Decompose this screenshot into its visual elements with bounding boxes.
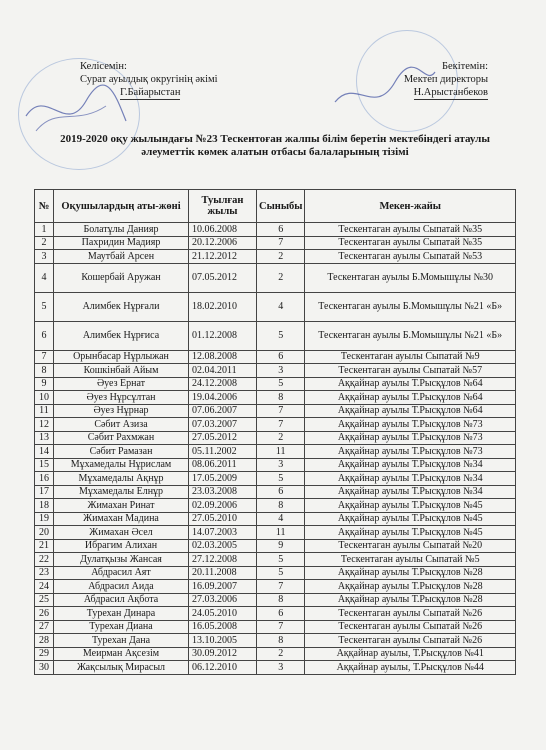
birth-date: 02.03.2005 [189, 539, 257, 553]
row-number: 17 [35, 485, 54, 499]
table-row [35, 391, 516, 405]
student-name: Ибрагим Алихан [54, 539, 189, 553]
header-name: Оқушылардың аты-жөні [54, 190, 189, 223]
grade: 8 [257, 593, 305, 607]
student-name: Абдрасил Аят [54, 566, 189, 580]
table-row [35, 458, 516, 472]
row-number: 1 [35, 223, 54, 237]
approval-right [356, 60, 488, 100]
grade: 5 [257, 553, 305, 567]
grade: 7 [257, 620, 305, 634]
address: Аққайнар ауылы, Т.Рысқұлов №41 [305, 647, 516, 661]
student-name: Алимбек Нұрғиса [54, 321, 189, 350]
address: Аққайнар ауылы Т.Рысқұлов №28 [305, 566, 516, 580]
address: Аққайнар ауылы Т.Рысқұлов №64 [305, 377, 516, 391]
address: Аққайнар ауылы Т.Рысқұлов №64 [305, 391, 516, 405]
grade: 6 [257, 607, 305, 621]
row-number: 5 [35, 292, 54, 321]
birth-date: 27.12.2008 [189, 553, 257, 567]
student-name: Абдрасил Аида [54, 580, 189, 594]
grade: 8 [257, 499, 305, 513]
table-header-row [35, 190, 516, 223]
table-row [35, 321, 516, 350]
grade: 2 [257, 647, 305, 661]
address: Тескентаган ауылы Сыпатай №26 [305, 607, 516, 621]
approval-left [80, 60, 218, 100]
address: Тескентаган ауылы Сыпатай №53 [305, 250, 516, 264]
address: Тескентаган ауылы Сыпатай №26 [305, 634, 516, 648]
address: Тескентаган ауылы Б.Момышұлы №21 «Б» [305, 292, 516, 321]
table-row [35, 553, 516, 567]
address: Аққайнар ауылы Т.Рысқұлов №45 [305, 512, 516, 526]
grade: 7 [257, 404, 305, 418]
table-row [35, 223, 516, 237]
student-name: Сәбит Рахмжан [54, 431, 189, 445]
student-name: Дулатқызы Жансая [54, 553, 189, 567]
birth-date: 20.11.2008 [189, 566, 257, 580]
student-name: Алимбек Нұрғали [54, 292, 189, 321]
row-number: 19 [35, 512, 54, 526]
row-number: 12 [35, 418, 54, 432]
address: Аққайнар ауылы Т.Рысқұлов №34 [305, 458, 516, 472]
birth-date: 21.12.2012 [189, 250, 257, 264]
table-row [35, 607, 516, 621]
grade: 3 [257, 661, 305, 675]
students-table [34, 189, 516, 675]
table-row [35, 404, 516, 418]
birth-date: 27.05.2012 [189, 431, 257, 445]
student-name: Меирман Ақсезім [54, 647, 189, 661]
table-row [35, 526, 516, 540]
student-name: Болатұлы Данияр [54, 223, 189, 237]
grade: 4 [257, 292, 305, 321]
birth-date: 02.04.2011 [189, 364, 257, 378]
address: Аққайнар ауылы Т.Рысқұлов №73 [305, 445, 516, 459]
student-name: Әуез Ернат [54, 377, 189, 391]
student-name: Мұхамедалы Ақнұр [54, 472, 189, 486]
table-row [35, 485, 516, 499]
address: Аққайнар ауылы Т.Рысқұлов №45 [305, 526, 516, 540]
birth-date: 23.03.2008 [189, 485, 257, 499]
grade: 2 [257, 263, 305, 292]
table-row [35, 377, 516, 391]
agreed-label: Келісемін: [80, 61, 127, 72]
table-row [35, 580, 516, 594]
grade: 11 [257, 526, 305, 540]
birth-date: 18.02.2010 [189, 292, 257, 321]
row-number: 30 [35, 661, 54, 675]
table-body [35, 223, 516, 675]
birth-date: 27.05.2010 [189, 512, 257, 526]
grade: 6 [257, 223, 305, 237]
row-number: 11 [35, 404, 54, 418]
table-row [35, 566, 516, 580]
birth-date: 07.03.2007 [189, 418, 257, 432]
birth-date: 06.12.2010 [189, 661, 257, 675]
row-number: 23 [35, 566, 54, 580]
row-number: 20 [35, 526, 54, 540]
birth-date: 19.04.2006 [189, 391, 257, 405]
table-row [35, 236, 516, 250]
right-position: Мектеп директоры [403, 74, 488, 85]
birth-date: 13.10.2005 [189, 634, 257, 648]
row-number: 29 [35, 647, 54, 661]
left-position: Сурат ауылдық округінің әкімі [80, 74, 218, 85]
table-row [35, 445, 516, 459]
student-name: Абдрасил Ақбота [54, 593, 189, 607]
table-row [35, 250, 516, 264]
right-signer: Н.Арыстанбеков [413, 87, 488, 98]
address: Аққайнар ауылы Т.Рысқұлов №28 [305, 580, 516, 594]
row-number: 27 [35, 620, 54, 634]
address: Аққайнар ауылы Т.Рысқұлов №64 [305, 404, 516, 418]
address: Аққайнар ауылы Т.Рысқұлов №28 [305, 593, 516, 607]
table-row [35, 539, 516, 553]
table-row [35, 472, 516, 486]
birth-date: 07.06.2007 [189, 404, 257, 418]
header-grade: Сыныбы [257, 190, 305, 223]
address: Тескентаган ауылы Б.Момышұлы №30 [305, 263, 516, 292]
row-number: 4 [35, 263, 54, 292]
birth-date: 01.12.2008 [189, 321, 257, 350]
document-title: 2019-2020 оқу жылындағы №23 Тескентоған жалпы білім беретін мектебіндегі атаулы әлеуметтік көмек алатын отбасы балаларының тізімі [60, 133, 490, 158]
row-number: 6 [35, 321, 54, 350]
approved-label: Бекітемін: [441, 61, 488, 72]
row-number: 7 [35, 350, 54, 364]
header-birth: Туылған жылы [189, 190, 257, 223]
student-name: Жимахан Мадина [54, 512, 189, 526]
student-name: Жимахан Әсел [54, 526, 189, 540]
row-number: 15 [35, 458, 54, 472]
address: Аққайнар ауылы Т.Рысқұлов №45 [305, 499, 516, 513]
grade: 2 [257, 431, 305, 445]
birth-date: 02.09.2006 [189, 499, 257, 513]
grade: 2 [257, 250, 305, 264]
row-number: 9 [35, 377, 54, 391]
table-row [35, 364, 516, 378]
address: Тескентаган ауылы Сыпатай №5 [305, 553, 516, 567]
table-row [35, 512, 516, 526]
row-number: 3 [35, 250, 54, 264]
row-number: 24 [35, 580, 54, 594]
grade: 6 [257, 350, 305, 364]
birth-date: 07.05.2012 [189, 263, 257, 292]
address: Аққайнар ауылы, Т.Рысқұлов №44 [305, 661, 516, 675]
address: Тескентаган ауылы Сыпатай №9 [305, 350, 516, 364]
student-name: Сәбит Рамазан [54, 445, 189, 459]
row-number: 8 [35, 364, 54, 378]
grade: 3 [257, 364, 305, 378]
student-name: Турехан Динара [54, 607, 189, 621]
birth-date: 16.05.2008 [189, 620, 257, 634]
table-row [35, 620, 516, 634]
birth-date: 08.06.2011 [189, 458, 257, 472]
table-row [35, 634, 516, 648]
birth-date: 05.11.2002 [189, 445, 257, 459]
student-name: Турехан Диана [54, 620, 189, 634]
birth-date: 30.09.2012 [189, 647, 257, 661]
address: Тескентаган ауылы Сыпатай №20 [305, 539, 516, 553]
row-number: 21 [35, 539, 54, 553]
student-name: Әуез Нұрнар [54, 404, 189, 418]
birth-date: 24.05.2010 [189, 607, 257, 621]
birth-date: 20.12.2006 [189, 236, 257, 250]
birth-date: 27.03.2006 [189, 593, 257, 607]
row-number: 2 [35, 236, 54, 250]
student-name: Пахридин Мадияр [54, 236, 189, 250]
student-name: Турехан Дана [54, 634, 189, 648]
student-name: Мұхамедалы Нұрислам [54, 458, 189, 472]
table-row [35, 647, 516, 661]
birth-date: 16.09.2007 [189, 580, 257, 594]
birth-date: 12.08.2008 [189, 350, 257, 364]
left-signer: Г.Байарыстан [120, 87, 181, 98]
birth-date: 14.07.2003 [189, 526, 257, 540]
address: Тескентаган ауылы Сыпатай №57 [305, 364, 516, 378]
birth-date: 24.12.2008 [189, 377, 257, 391]
grade: 8 [257, 391, 305, 405]
table-row [35, 418, 516, 432]
row-number: 10 [35, 391, 54, 405]
header-no: № [35, 190, 54, 223]
table-row [35, 661, 516, 675]
student-name: Кошкінбай Айым [54, 364, 189, 378]
student-name: Жимахан Ринат [54, 499, 189, 513]
grade: 5 [257, 566, 305, 580]
student-name: Кошербай Аружан [54, 263, 189, 292]
grade: 5 [257, 472, 305, 486]
table-row [35, 292, 516, 321]
row-number: 28 [35, 634, 54, 648]
grade: 5 [257, 321, 305, 350]
address: Аққайнар ауылы Т.Рысқұлов №34 [305, 485, 516, 499]
grade: 7 [257, 580, 305, 594]
address: Аққайнар ауылы Т.Рысқұлов №73 [305, 418, 516, 432]
address: Аққайнар ауылы Т.Рысқұлов №34 [305, 472, 516, 486]
grade: 4 [257, 512, 305, 526]
row-number: 14 [35, 445, 54, 459]
grade: 9 [257, 539, 305, 553]
address: Тескентаган ауылы Сыпатай №26 [305, 620, 516, 634]
row-number: 13 [35, 431, 54, 445]
grade: 6 [257, 485, 305, 499]
row-number: 25 [35, 593, 54, 607]
grade: 3 [257, 458, 305, 472]
table-row [35, 350, 516, 364]
grade: 11 [257, 445, 305, 459]
student-name: Сәбит Азиза [54, 418, 189, 432]
grade: 8 [257, 634, 305, 648]
grade: 7 [257, 236, 305, 250]
address: Аққайнар ауылы Т.Рысқұлов №73 [305, 431, 516, 445]
student-name: Мұхамедалы Елнұр [54, 485, 189, 499]
student-name: Әуез Нұрсұлтан [54, 391, 189, 405]
birth-date: 10.06.2008 [189, 223, 257, 237]
address: Тескентаган ауылы Б.Момышұлы №21 «Б» [305, 321, 516, 350]
grade: 7 [257, 418, 305, 432]
address: Тескентаган ауылы Сыпатай №35 [305, 236, 516, 250]
row-number: 26 [35, 607, 54, 621]
row-number: 18 [35, 499, 54, 513]
table-row [35, 499, 516, 513]
table-row [35, 431, 516, 445]
student-name: Жақсылық Мирасыл [54, 661, 189, 675]
student-name: Маутбай Арсен [54, 250, 189, 264]
address: Тескентаган ауылы Сыпатай №35 [305, 223, 516, 237]
student-name: Орынбасар Нұрлыжан [54, 350, 189, 364]
birth-date: 17.05.2009 [189, 472, 257, 486]
row-number: 22 [35, 553, 54, 567]
table-row [35, 263, 516, 292]
header-address: Мекен-жайы [305, 190, 516, 223]
grade: 5 [257, 377, 305, 391]
table-row [35, 593, 516, 607]
row-number: 16 [35, 472, 54, 486]
